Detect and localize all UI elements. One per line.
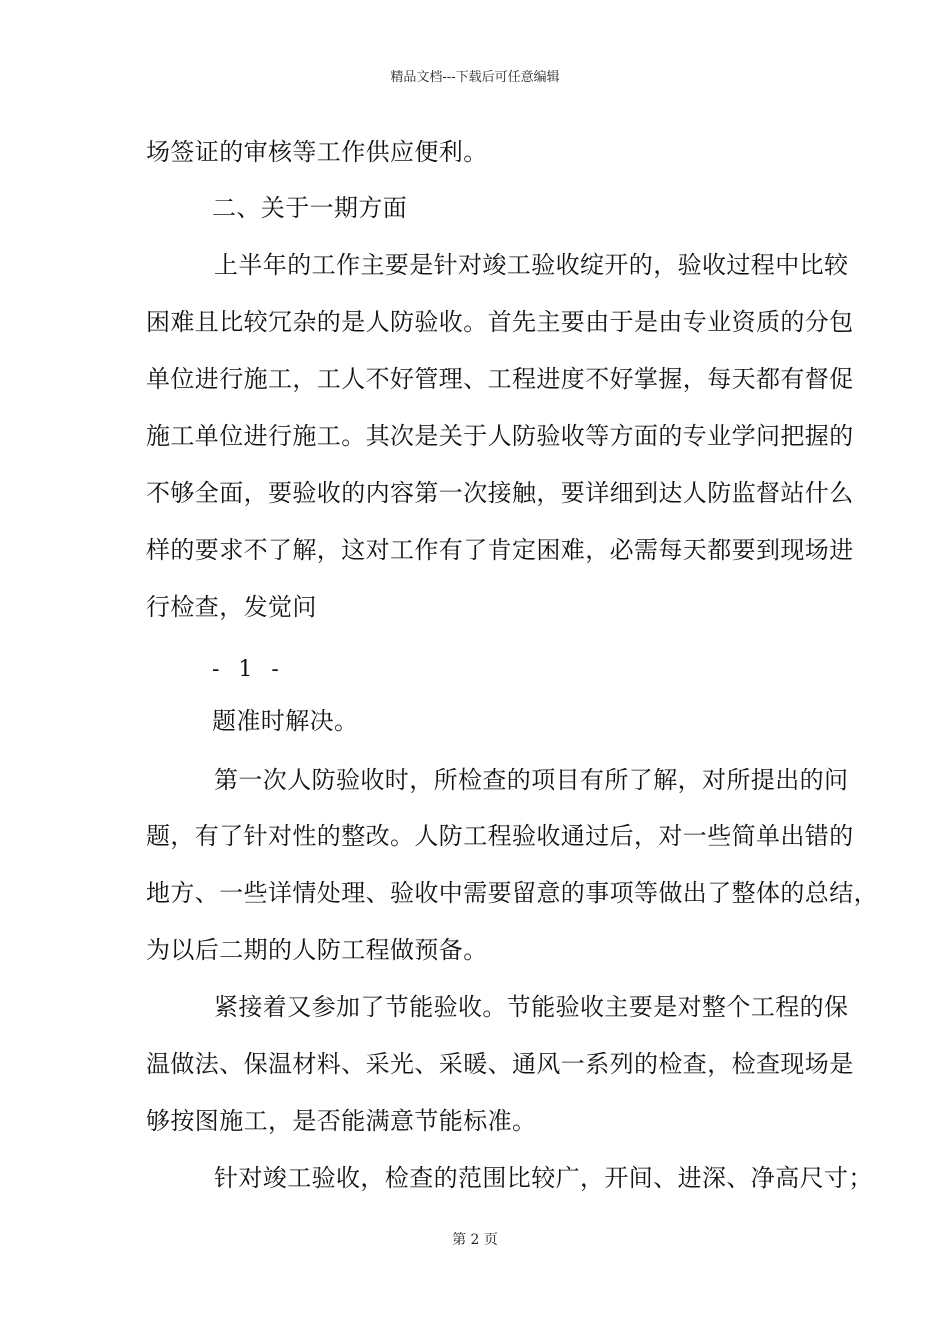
paragraph-line: 题准时解决。 <box>212 707 359 735</box>
paragraph-line: 困难且比较冗杂的是人防验收。首先主要由于是由专业资质的分包 <box>146 308 854 336</box>
paragraph-line: 为以后二期的人防工程做预备。 <box>146 936 488 964</box>
paragraph-line: 针对竣工验收，检查的范围比较广，开间、进深、净高尺寸； <box>214 1164 873 1192</box>
paragraph-line: 样的要求不了解，这对工作有了肯定困难，必需每天都要到现场进 <box>146 536 854 564</box>
paragraph-line: 第一次人防验收时，所检查的项目有所了解，对所提出的问 <box>214 766 849 794</box>
paragraph-line: 施工单位进行施工。其次是关于人防验收等方面的专业学问把握的 <box>146 422 854 450</box>
paragraph-line: 不够全面，要验收的内容第一次接触，要详细到达人防监督站什么 <box>146 479 854 507</box>
paragraph-line: 够按图施工，是否能满意节能标准。 <box>146 1107 537 1135</box>
paragraph-line: 温做法、保温材料、采光、采暖、通风一系列的检查，检查现场是 <box>146 1050 854 1078</box>
paragraph-line: 场签证的审核等工作供应便利。 <box>146 138 488 166</box>
paragraph-line: 紧接着又参加了节能验收。节能验收主要是对整个工程的保 <box>214 993 849 1021</box>
section-heading: 二、关于一期方面 <box>212 194 408 222</box>
paragraph-line: 单位进行施工，工人不好管理、工程进度不好掌握，每天都有督促 <box>146 365 854 393</box>
paragraph-line: 上半年的工作主要是针对竣工验收绽开的，验收过程中比较 <box>214 251 849 279</box>
paragraph-line: 行检查，发觉问 <box>146 593 317 621</box>
paragraph-line: 地方、一些详情处理、验收中需要留意的事项等做出了整体的总结， <box>146 879 878 907</box>
inner-page-number: - 1 - <box>212 657 285 682</box>
page-footer: 第 2 页 <box>452 1232 498 1248</box>
page-header: 精品文档---下载后可任意编辑 <box>390 70 560 85</box>
paragraph-line: 题，有了针对性的整改。人防工程验收通过后，对一些简单出错的 <box>146 822 854 850</box>
